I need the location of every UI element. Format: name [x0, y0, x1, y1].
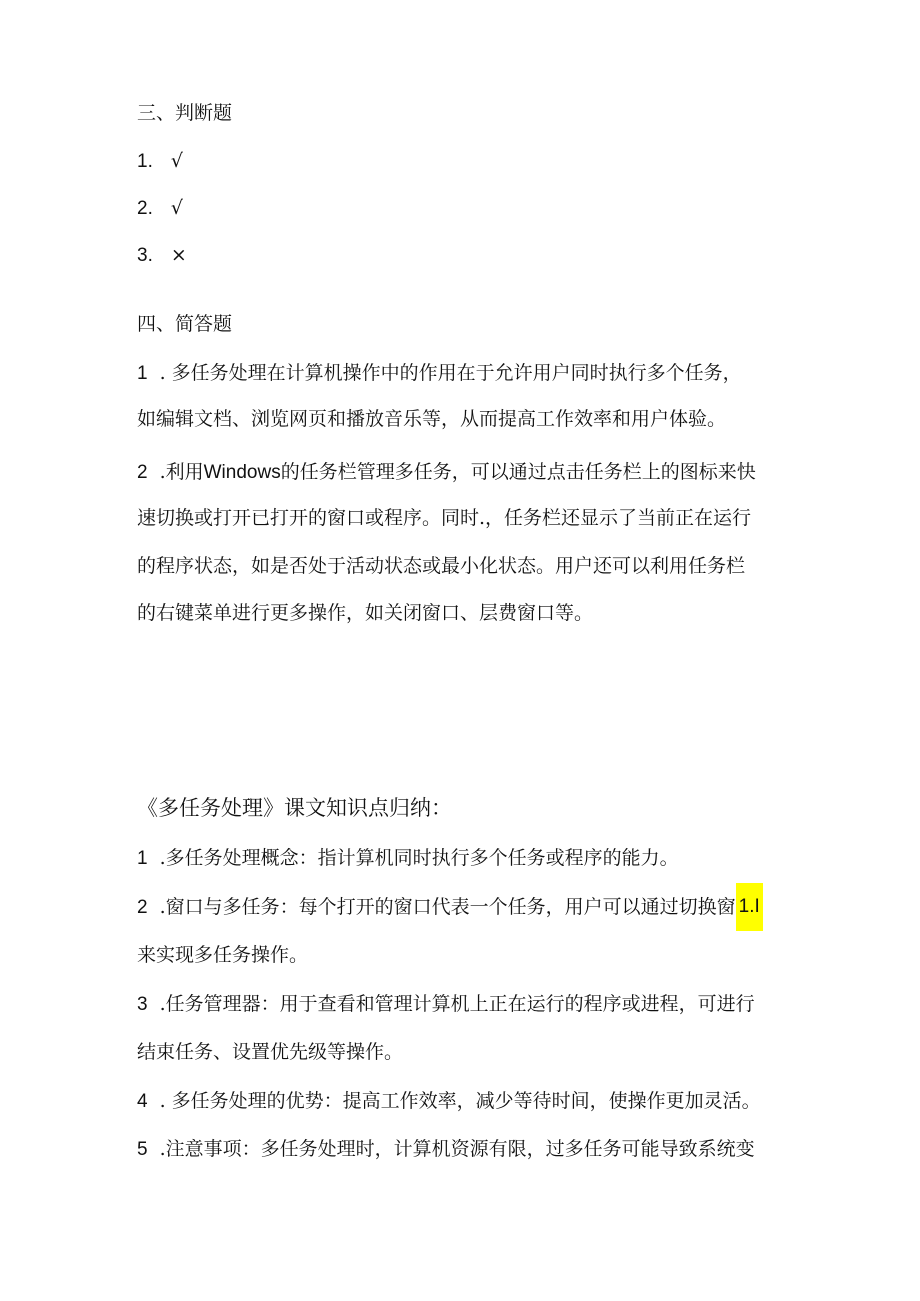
summary-point [137, 990, 755, 1018]
paragraph-text: 来实现多任务操作。 [137, 944, 309, 966]
section-heading-text: 四、简答题 [137, 313, 233, 335]
section-heading-judgement [137, 99, 232, 127]
answer-paragraph-continuation [137, 599, 593, 627]
section-heading-text: 三、判断题 [137, 102, 233, 124]
summary-point [137, 844, 679, 872]
paragraph-text: 如编辑文档、浏览网页和播放音乐等，从而提高工作效率和用户体验。 [137, 408, 727, 430]
paragraph-text: 的程序状态，如是否处于活动状态或最小化状态。用户还可以利用任务栏 [137, 555, 746, 577]
summary-point [137, 893, 763, 921]
item-number: 3 [137, 994, 148, 1015]
item-number: 2 [137, 897, 148, 918]
item-number: 5 [137, 1139, 148, 1160]
judgement-item [137, 147, 183, 175]
highlighted-text: 1.I [736, 883, 763, 931]
check-mark: √ [170, 150, 184, 172]
paragraph-text: . 多任务处理在计算机操作中的作用在于允许用户同时执行多个任务， [159, 362, 742, 384]
item-number: 3. [137, 245, 153, 266]
paragraph-text: 速切换或打开已打开的窗口或程序。同时.，任务栏还显示了当前正在运行 [137, 507, 752, 529]
paragraph-text: .任务管理器：用于查看和管理计算机上正在运行的程序或进程，可进行 [159, 993, 755, 1015]
paragraph-text: Windows [203, 462, 281, 483]
answer-paragraph-continuation [137, 552, 745, 580]
cross-mark: × [170, 244, 187, 266]
judgement-item [137, 241, 187, 269]
item-number: 2 [137, 462, 148, 483]
check-mark: √ [170, 197, 184, 219]
paragraph-text: .窗口与多任务：每个打开的窗口代表一个任务，用户可以通过切换窗 [159, 896, 736, 918]
paragraph-text: 的任务栏管理多任务，可以通过点击任务栏上的图标来快 [280, 461, 756, 483]
summary-point [137, 1087, 761, 1115]
section-heading-short-answer [137, 310, 232, 338]
item-number: 1. [137, 151, 153, 172]
item-number: 4 [137, 1091, 148, 1112]
answer-paragraph-continuation [137, 504, 751, 532]
summary-point-continuation [137, 941, 308, 969]
answer-paragraph-continuation [137, 405, 726, 433]
answer-paragraph [137, 359, 742, 387]
item-number: 2. [137, 198, 153, 219]
paragraph-text: .注意事项：多任务处理时，计算机资源有限，过多任务可能导致系统变 [159, 1138, 755, 1160]
item-number: 1 [137, 363, 148, 384]
paragraph-text: . 多任务处理的优势：提高工作效率，减少等待时间，使操作更加灵活。 [159, 1090, 761, 1112]
paragraph-text: .利用 [159, 461, 204, 483]
summary-heading-text: 《多任务处理》课文知识点归纳： [137, 797, 452, 820]
paragraph-text: 结束任务、设置优先级等操作。 [137, 1041, 404, 1063]
item-number: 1 [137, 848, 148, 869]
judgement-item [137, 194, 183, 222]
summary-point-continuation [137, 1038, 403, 1066]
paragraph-text: .多任务处理概念：指计算机同时执行多个任务或程序的能力。 [159, 847, 679, 869]
summary-point [137, 1135, 755, 1163]
summary-heading [137, 793, 452, 825]
answer-paragraph [137, 458, 756, 486]
paragraph-text: 的右键菜单进行更多操作，如关闭窗口、层费窗口等。 [137, 602, 594, 624]
